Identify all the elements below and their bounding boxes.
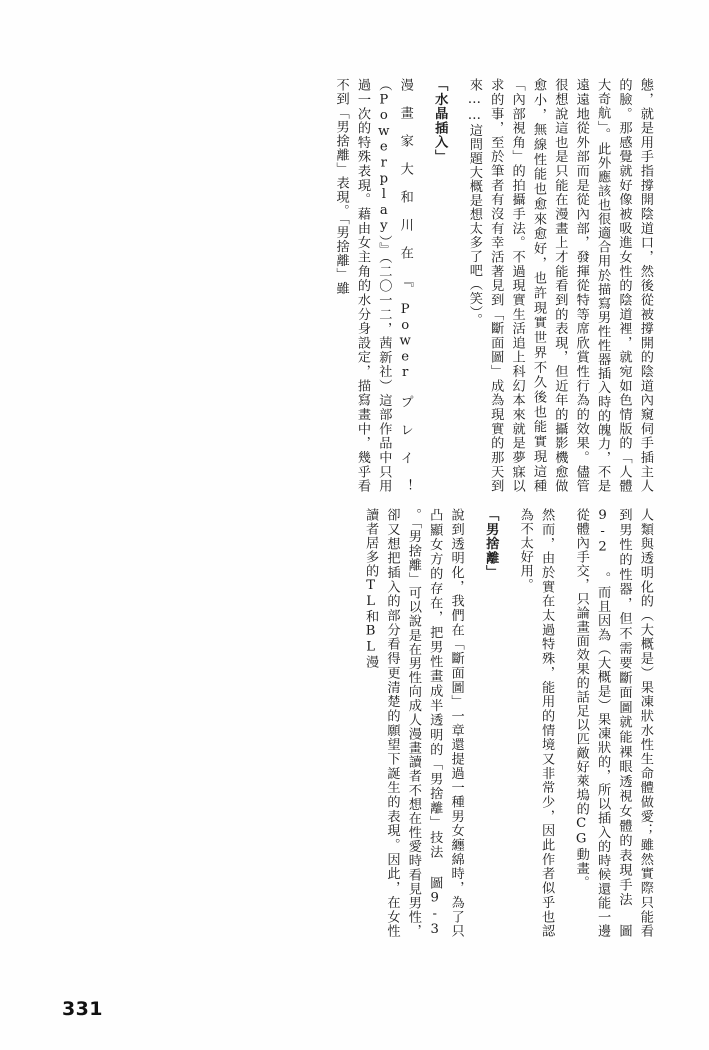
paragraph: 然而，由於實在太過特殊，能用的情境又非常少，因此作者似乎也認為不太好用。 bbox=[517, 508, 555, 938]
paragraph: 態，就是用手指撐開陰道口，然後從被撐開的陰道內窺伺手插主人的臉。那感覺就好像被吸進女性的陰道裡，就宛如色情版的「人體大奇航」。此外應該也很適合用於描寫男性性器插入時的魄力，不是遠遠地從外部而是從內部，發揮從特等席欣賞性行為的效果。儘管很想說這也是只能在漫畫上才能看到的表現，但近年的攝影機愈做愈小，無線性能也愈來愈好，也許現實世界不久後也能實現這種「內部視角」的拍攝手法。不過現實生活追上科幻本來就是夢寐以求的事，至於筆者有沒有幸活著見到「斷面圖」成為現實的那天到來……這問題大概是想太多了吧（笑）。 bbox=[466, 78, 653, 493]
paragraph: 漫畫家大和川在『Powerプレイ！（Powerplay）』（二〇一二，茜新社）這部作品中只用過一次的特殊表現。藉由女主角的水分身設定，描寫畫中，幾乎看不到「男捨離」表現。「男捨離」雖 bbox=[333, 78, 413, 493]
text-column-group-bottom bbox=[69, 508, 669, 938]
section-heading: 「男捨離」 bbox=[483, 508, 499, 580]
section-heading: 「水晶插入」 bbox=[432, 78, 448, 164]
paragraph: 人類與透明化的（大概是）果凍狀水性生命體做愛；雖然實際只能看到男性的性器，但不需要斷面圖就能裸眼透視女體的表現手法 圖9-2 。而且因為（大概是）果凍狀的，所以插入的時候還能一邊從體內手交，只論畫面效果的話足以匹敵好萊塢的CG動畫。 bbox=[573, 508, 653, 938]
text-column-group-top bbox=[69, 78, 669, 493]
paragraph: 說到透明化，我們在「斷面圖」一章還提過一種男女纏綿時，為了只凸顯女方的存在，把男性畫成半透明的「男捨離」技法 圖9-3 。「男捨離」可以說是在男性向成人漫畫讀者不想在性愛時看見男性，卻又想把插入的部分看得更清楚的願望下誕生的表現。因此，在女性讀者居多的TL和BL漫 bbox=[363, 508, 464, 938]
page-number: 331 bbox=[62, 998, 103, 1020]
